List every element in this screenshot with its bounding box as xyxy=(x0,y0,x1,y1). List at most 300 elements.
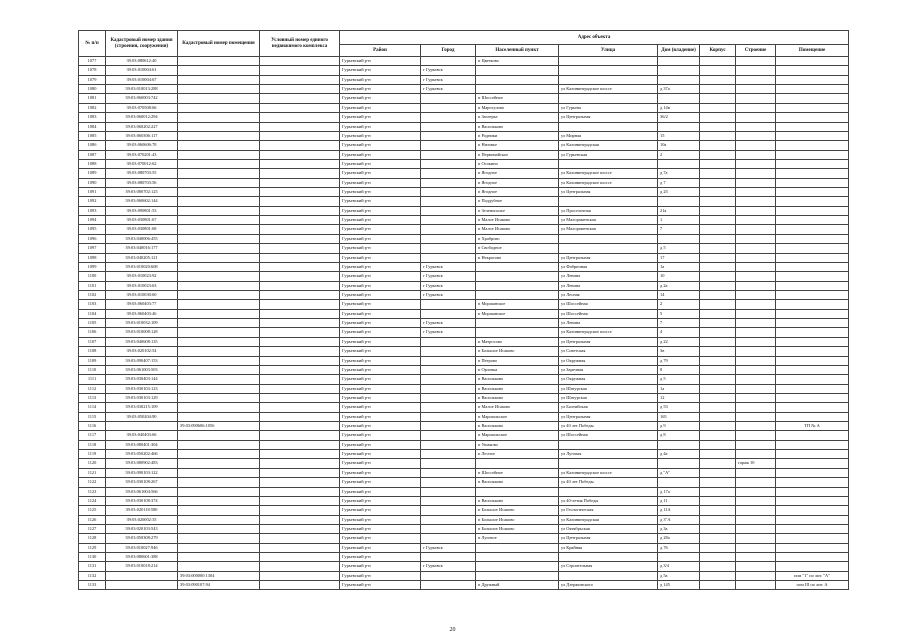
cell-room-cad xyxy=(178,440,260,449)
table-row xyxy=(79,244,849,253)
cell-korpus xyxy=(700,468,736,477)
cell-num: 1099 xyxy=(79,262,106,271)
cell-street: ул Заречная xyxy=(559,365,658,374)
header-conditional: Условный номер единого недвижимого комплекса xyxy=(260,31,340,57)
cell-settle: п Васильково xyxy=(476,122,559,131)
cell-room xyxy=(776,141,849,150)
cell-korpus xyxy=(700,206,736,215)
cell-cond xyxy=(260,562,340,571)
cell-stroenie xyxy=(736,216,776,225)
cell-cad: 39:03:010023:63 xyxy=(106,281,178,290)
cell-room-cad xyxy=(178,244,260,253)
cell-street xyxy=(559,459,658,468)
table-row xyxy=(79,141,849,150)
cell-street: ул 40 лет Победы xyxy=(559,422,658,431)
cell-settle xyxy=(476,562,559,571)
cell-room-cad xyxy=(178,450,260,459)
cell-city xyxy=(421,300,476,309)
cell-street: ул Центральная xyxy=(559,253,658,262)
cell-street: ул Шоссейная xyxy=(559,309,658,318)
cell-cad: 39:03:030108:267 xyxy=(106,478,178,487)
cell-cond xyxy=(260,159,340,168)
cell-street xyxy=(559,571,658,580)
cell-region: Гурьевский р-н xyxy=(340,169,421,178)
cell-korpus xyxy=(700,253,736,262)
cell-region: Гурьевский р-н xyxy=(340,197,421,206)
cell-cond xyxy=(260,113,340,122)
cell-cond xyxy=(260,581,340,590)
cell-cad: 39:03:010032:109 xyxy=(106,319,178,328)
table-row xyxy=(79,309,849,318)
cell-cad: 39:03:040016:177 xyxy=(106,244,178,253)
cell-city xyxy=(421,206,476,215)
cell-settle xyxy=(476,328,559,337)
cell-street xyxy=(559,159,658,168)
cell-room xyxy=(776,85,849,94)
cell-korpus xyxy=(700,57,736,66)
cell-room xyxy=(776,478,849,487)
cell-cad: 39:03:010023:92 xyxy=(106,272,178,281)
cell-num: 1119 xyxy=(79,450,106,459)
cell-room xyxy=(776,487,849,496)
cell-city xyxy=(421,347,476,356)
cell-region: Гурьевский р-н xyxy=(340,131,421,140)
table-row xyxy=(79,103,849,112)
cell-city: г Гурьевск xyxy=(421,281,476,290)
cell-cad: 39:03:080612:40 xyxy=(106,57,178,66)
cell-korpus xyxy=(700,66,736,75)
cell-city xyxy=(421,141,476,150)
cell-street: ул Крайняя xyxy=(559,543,658,552)
cell-region: Гурьевский р-н xyxy=(340,178,421,187)
cell-settle: п Большое Исаково xyxy=(476,524,559,533)
cell-korpus xyxy=(700,103,736,112)
cell-house: 10 xyxy=(658,272,700,281)
table-row xyxy=(79,57,849,66)
cell-korpus xyxy=(700,94,736,103)
cell-cond xyxy=(260,150,340,159)
cell-city xyxy=(421,234,476,243)
cell-settle: п Ягодное xyxy=(476,188,559,197)
cell-num: 1083 xyxy=(79,113,106,122)
cell-settle: п Маршальское xyxy=(476,431,559,440)
cell-street: ул Калининградское шоссе xyxy=(559,468,658,477)
cell-house: д 5а xyxy=(658,571,700,580)
cell-num: 1098 xyxy=(79,253,106,262)
cell-stroenie xyxy=(736,253,776,262)
header-city: Город xyxy=(421,45,476,57)
cell-house xyxy=(658,197,700,206)
cell-room xyxy=(776,524,849,533)
cell-cad: 39:03:060202:227 xyxy=(106,122,178,131)
cell-cad: 39:03:060602:144 xyxy=(106,197,178,206)
cell-city xyxy=(421,225,476,234)
cell-cad: 39:03:060606:78 xyxy=(106,141,178,150)
cell-room xyxy=(776,75,849,84)
cell-num: 1113 xyxy=(79,393,106,402)
cell-house xyxy=(658,122,700,131)
cell-region: Гурьевский р-н xyxy=(340,384,421,393)
table-row xyxy=(79,188,849,197)
cell-room xyxy=(776,57,849,66)
cell-street xyxy=(559,75,658,84)
cell-settle: п Васильково xyxy=(476,375,559,384)
cell-korpus xyxy=(700,393,736,402)
cell-korpus xyxy=(700,290,736,299)
cell-region: Гурьевский р-н xyxy=(340,85,421,94)
cell-cad: 39:03:030403:144 xyxy=(106,375,178,384)
cell-room xyxy=(776,412,849,421)
cell-room-cad xyxy=(178,281,260,290)
cell-house: 17 xyxy=(658,253,700,262)
cell-num: 1085 xyxy=(79,131,106,140)
cell-street: ул Шоссейная xyxy=(559,300,658,309)
cell-region: Гурьевский р-н xyxy=(340,188,421,197)
cell-num: 1100 xyxy=(79,272,106,281)
cell-room xyxy=(776,375,849,384)
cell-korpus xyxy=(700,178,736,187)
cell-settle: п Ягодное xyxy=(476,178,559,187)
cell-stroenie xyxy=(736,272,776,281)
cell-korpus xyxy=(700,412,736,421)
cell-room-cad xyxy=(178,169,260,178)
cell-cond xyxy=(260,319,340,328)
cell-region: Гурьевский р-н xyxy=(340,468,421,477)
cell-region: Гурьевский р-н xyxy=(340,534,421,543)
cell-city: г Гурьевск xyxy=(421,272,476,281)
table-row xyxy=(79,487,849,496)
cell-room xyxy=(776,188,849,197)
cell-street: ул Окружная xyxy=(559,356,658,365)
table-row xyxy=(79,375,849,384)
cell-room-cad xyxy=(178,262,260,271)
cell-room-cad xyxy=(178,150,260,159)
cell-korpus xyxy=(700,506,736,515)
cell-region: Гурьевский р-н xyxy=(340,244,421,253)
cell-room xyxy=(776,506,849,515)
cell-street: ул Строительная xyxy=(559,562,658,571)
cell-street: ул 40 лет Победы xyxy=(559,478,658,487)
cell-settle: п Свободное xyxy=(476,244,559,253)
cell-num: 1096 xyxy=(79,234,106,243)
cell-num: 1093 xyxy=(79,206,106,215)
cell-street xyxy=(559,94,658,103)
cell-street: ул Проселочная xyxy=(559,206,658,215)
cell-settle: п Храброво xyxy=(476,234,559,243)
table-header xyxy=(79,31,849,57)
header-num: № п/п xyxy=(79,31,106,57)
cell-cond xyxy=(260,75,340,84)
cell-house: д 2а xyxy=(658,281,700,290)
cell-room xyxy=(776,459,849,468)
cell-city xyxy=(421,188,476,197)
cell-room xyxy=(776,440,849,449)
cell-room-cad xyxy=(178,131,260,140)
cell-settle: п Малое Исаково xyxy=(476,216,559,225)
cell-cad: 39:03:050308:279 xyxy=(106,534,178,543)
cell-city xyxy=(421,506,476,515)
cell-room xyxy=(776,393,849,402)
cell-stroenie xyxy=(736,534,776,543)
cell-korpus xyxy=(700,197,736,206)
cell-street: ул Центральная xyxy=(559,337,658,346)
cell-street: ул Шоссейная xyxy=(559,431,658,440)
table-row xyxy=(79,356,849,365)
cell-room-cad xyxy=(178,365,260,374)
cell-room xyxy=(776,365,849,374)
cell-city xyxy=(421,384,476,393)
cell-room: пом III по лит. А xyxy=(776,581,849,590)
cell-house: д 14в xyxy=(658,103,700,112)
cell-korpus xyxy=(700,543,736,552)
cell-street: ул Ленина xyxy=(559,281,658,290)
cell-num: 1102 xyxy=(79,290,106,299)
cell-house: 14 xyxy=(658,290,700,299)
cell-city xyxy=(421,94,476,103)
cell-cond xyxy=(260,197,340,206)
cell-num: 1108 xyxy=(79,347,106,356)
cell-num: 1116 xyxy=(79,422,106,431)
table-row xyxy=(79,478,849,487)
cell-cond xyxy=(260,524,340,533)
cell-settle: п Васильково xyxy=(476,478,559,487)
cell-settle: п Маршальское xyxy=(476,412,559,421)
cell-region: Гурьевский р-н xyxy=(340,412,421,421)
cell-settle: п Большое Исаково xyxy=(476,506,559,515)
cell-region: Гурьевский р-н xyxy=(340,103,421,112)
cell-room-cad xyxy=(178,253,260,262)
cell-city xyxy=(421,197,476,206)
cell-stroenie xyxy=(736,150,776,159)
cell-stroenie xyxy=(736,384,776,393)
cell-house xyxy=(658,478,700,487)
table-row xyxy=(79,281,849,290)
cell-stroenie xyxy=(736,113,776,122)
table-row xyxy=(79,393,849,402)
cell-room xyxy=(776,225,849,234)
cell-room-cad xyxy=(178,225,260,234)
cell-room xyxy=(776,113,849,122)
cell-korpus xyxy=(700,85,736,94)
cell-cond xyxy=(260,534,340,543)
cell-city xyxy=(421,450,476,459)
table-row xyxy=(79,553,849,562)
cell-street: ул Шатурская xyxy=(559,393,658,402)
cell-cad: 39:03:040608:135 xyxy=(106,337,178,346)
cell-cond xyxy=(260,253,340,262)
header-stroenie: Строение xyxy=(736,45,776,57)
cell-cond xyxy=(260,412,340,421)
cell-room-cad: 39:03:090606:1056 xyxy=(178,422,260,431)
cell-house: 7 xyxy=(658,319,700,328)
cell-num: 1109 xyxy=(79,356,106,365)
cell-cad: 39:03:080703:56 xyxy=(106,178,178,187)
cell-room xyxy=(776,309,849,318)
cell-room-cad xyxy=(178,319,260,328)
cell-room-cad xyxy=(178,534,260,543)
cell-room xyxy=(776,66,849,75)
header-room: Помещение xyxy=(776,45,849,57)
cell-korpus xyxy=(700,496,736,505)
table-row xyxy=(79,431,849,440)
table-row xyxy=(79,422,849,431)
table-row xyxy=(79,328,849,337)
header-cadastral: Кадастровый номер здания (строения, сооружения) xyxy=(106,31,178,57)
cell-stroenie xyxy=(736,422,776,431)
cell-city xyxy=(421,216,476,225)
cell-stroenie xyxy=(736,206,776,215)
cell-street: ул Лесная xyxy=(559,290,658,299)
cell-city xyxy=(421,131,476,140)
cell-cad: 39:03:010004:67 xyxy=(106,75,178,84)
cell-room xyxy=(776,515,849,524)
cell-settle: п Васильково xyxy=(476,496,559,505)
cell-korpus xyxy=(700,234,736,243)
cell-cad: 39:03:080702:125 xyxy=(106,188,178,197)
cell-cond xyxy=(260,141,340,150)
cell-settle xyxy=(476,281,559,290)
cell-stroenie xyxy=(736,375,776,384)
cell-stroenie xyxy=(736,103,776,112)
cell-stroenie xyxy=(736,506,776,515)
cell-room: ТП № А xyxy=(776,422,849,431)
cell-settle: п Шоссейное xyxy=(476,468,559,477)
cell-city: г Гурьевск xyxy=(421,290,476,299)
cell-region: Гурьевский р-н xyxy=(340,94,421,103)
cell-region: Гурьевский р-н xyxy=(340,422,421,431)
table-row xyxy=(79,169,849,178)
cell-city xyxy=(421,57,476,66)
cell-korpus xyxy=(700,553,736,562)
cell-korpus xyxy=(700,244,736,253)
cell-num: 1092 xyxy=(79,197,106,206)
cell-cond xyxy=(260,347,340,356)
cell-city xyxy=(421,356,476,365)
cell-num: 1090 xyxy=(79,178,106,187)
cell-room-cad xyxy=(178,562,260,571)
cell-region: Гурьевский р-н xyxy=(340,234,421,243)
cell-region: Гурьевский р-н xyxy=(340,281,421,290)
cell-room-cad xyxy=(178,66,260,75)
cell-region: Гурьевский р-н xyxy=(340,356,421,365)
cell-cond xyxy=(260,328,340,337)
cell-room xyxy=(776,169,849,178)
cell-korpus xyxy=(700,581,736,590)
table-row xyxy=(79,216,849,225)
cell-city xyxy=(421,431,476,440)
cell-stroenie xyxy=(736,159,776,168)
cell-cad: 39:03:060012:294 xyxy=(106,113,178,122)
cell-settle: п Лесное xyxy=(476,450,559,459)
cell-cad: 39:03:060306:117 xyxy=(106,131,178,140)
cell-room-cad xyxy=(178,506,260,515)
cell-room-cad xyxy=(178,468,260,477)
cell-house: 7 xyxy=(658,225,700,234)
cell-num: 1086 xyxy=(79,141,106,150)
cell-room-cad xyxy=(178,103,260,112)
cell-cad: 39:03:010020:608 xyxy=(106,262,178,271)
cell-room-cad xyxy=(178,309,260,318)
cell-city xyxy=(421,113,476,122)
table-row xyxy=(79,197,849,206)
cell-cad: 39:03:020103:543 xyxy=(106,524,178,533)
table-row xyxy=(79,94,849,103)
cell-settle: п Первомайское xyxy=(476,150,559,159)
cell-room xyxy=(776,281,849,290)
table-row xyxy=(79,262,849,271)
cell-cad: 39:03:030103:129 xyxy=(106,393,178,402)
cell-city xyxy=(421,468,476,477)
cell-city xyxy=(421,122,476,131)
cell-cond xyxy=(260,122,340,131)
cell-city xyxy=(421,393,476,402)
cell-house: 8 xyxy=(658,365,700,374)
cell-street: ул Шатурская xyxy=(559,384,658,393)
cell-stroenie xyxy=(736,131,776,140)
cell-settle xyxy=(476,487,559,496)
cell-korpus xyxy=(700,113,736,122)
cell-korpus xyxy=(700,150,736,159)
table-row xyxy=(79,562,849,571)
cell-house: 2 xyxy=(658,300,700,309)
cell-cond xyxy=(260,234,340,243)
cell-region: Гурьевский р-н xyxy=(340,375,421,384)
cell-house: д 9 xyxy=(658,422,700,431)
cell-settle: п Большое Исаково xyxy=(476,347,559,356)
cell-num: 1125 xyxy=(79,506,106,515)
cell-room: пом "1" по лит. "А" xyxy=(776,571,849,580)
cell-stroenie xyxy=(736,85,776,94)
cell-street: ул Калининградское шоссе xyxy=(559,328,658,337)
table-row xyxy=(79,365,849,374)
cell-stroenie xyxy=(736,319,776,328)
cell-room xyxy=(776,216,849,225)
cell-cad: 39:03:060003:742 xyxy=(106,94,178,103)
cell-room xyxy=(776,206,849,215)
cell-city xyxy=(421,534,476,543)
cell-cad: 39:03:090801:53 xyxy=(106,206,178,215)
cell-house: д 11А xyxy=(658,506,700,515)
cell-region: Гурьевский р-н xyxy=(340,206,421,215)
cell-city: г Гурьевск xyxy=(421,85,476,94)
cell-korpus xyxy=(700,487,736,496)
cell-korpus xyxy=(700,281,736,290)
cell-house: д 4а xyxy=(658,450,700,459)
table-body xyxy=(79,57,849,590)
cell-korpus xyxy=(700,169,736,178)
cell-house: 21а xyxy=(658,206,700,215)
cell-korpus xyxy=(700,131,736,140)
cell-city: г Гурьевск xyxy=(421,543,476,552)
cell-house: 1 xyxy=(658,216,700,225)
cell-room xyxy=(776,131,849,140)
header-address: Адрес объекта xyxy=(340,31,849,45)
cell-stroenie xyxy=(736,309,776,318)
cell-region: Гурьевский р-н xyxy=(340,365,421,374)
cell-region: Гурьевский р-н xyxy=(340,225,421,234)
cell-settle xyxy=(476,319,559,328)
cell-cad: 39:03:030801:67 xyxy=(106,216,178,225)
cell-region: Гурьевский р-н xyxy=(340,216,421,225)
cell-settle: п Большое Исаково xyxy=(476,515,559,524)
cell-house xyxy=(658,459,700,468)
cell-korpus xyxy=(700,225,736,234)
cell-cad: 39:03:040006:455 xyxy=(106,234,178,243)
cell-room-cad xyxy=(178,431,260,440)
cell-city xyxy=(421,244,476,253)
cell-num: 1081 xyxy=(79,94,106,103)
cell-stroenie xyxy=(736,515,776,524)
